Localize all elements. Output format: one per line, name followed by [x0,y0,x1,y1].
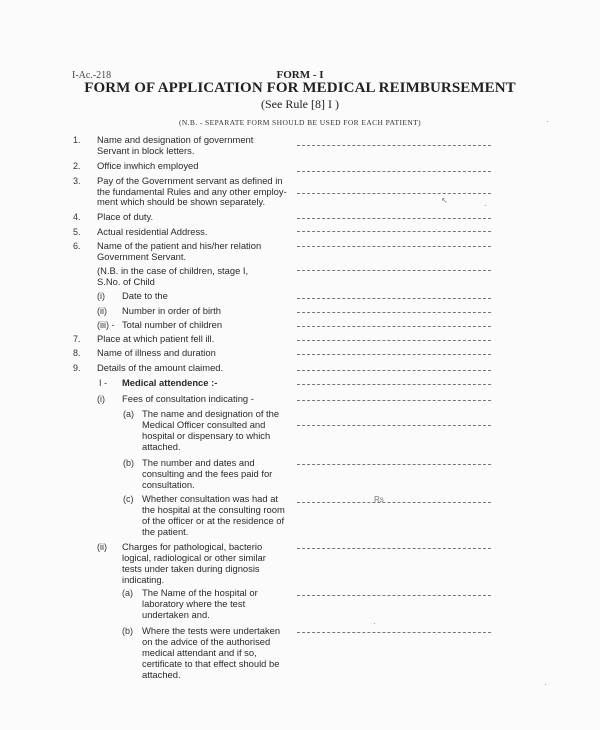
item-label: the fundamental Rules and any other employ- [97,186,287,197]
item-label: The name and designation of the [142,408,280,419]
answer-line[interactable] [297,326,491,327]
section-number: I - [99,378,107,388]
sub-item-number: (ii) [97,542,107,552]
answer-line[interactable] [297,171,491,172]
item-number: 1. [73,135,81,145]
sub-item-letter: (a) [123,409,134,419]
form-number: FORM - I [276,69,324,81]
item-label: indicating. [122,574,165,585]
answer-line[interactable] [297,270,491,271]
item-label: Total number of children [122,319,223,330]
item-label: Date to the [122,290,168,301]
answer-line[interactable] [297,464,491,465]
item-label: undertaken and. [142,609,210,620]
item-number: 2. [73,161,81,171]
item-label: Name of illness and duration [97,347,216,358]
form-reference: I-Ac.-218 [72,70,112,81]
answer-line[interactable] [297,425,491,426]
item-label: Details of the amount claimed. [97,362,224,373]
item-note: S.No. of Child [97,276,155,287]
item-label: hospital or dispensary to which [142,430,271,441]
item-label: tests under taken during dignosis [122,563,260,574]
item-label: logical, radiological or other similar [122,552,266,563]
answer-line[interactable] [297,595,491,596]
item-label: The number and dates and [142,457,255,468]
item-label: laboratory where the test [142,598,246,609]
item-label: The Name of the hospital or [142,587,258,598]
form-title: FORM OF APPLICATION FOR MEDICAL REIMBURSEMENT [84,80,516,96]
answer-line[interactable] [297,632,491,633]
stray-mark: · [484,201,487,210]
item-label: the patient. [142,526,189,537]
answer-line[interactable] [297,548,491,549]
answer-line[interactable] [297,354,491,355]
currency-mark: Rs [374,495,384,504]
item-label: consulting and the fees paid for [142,468,273,479]
item-number: 7. [73,334,81,344]
item-number: 6. [73,241,81,251]
sub-item-letter: (c) [123,494,134,504]
item-label: Place at which patient fell ill. [97,333,215,344]
item-label: certificate to that effect should be [142,658,280,669]
item-number: 5. [73,227,81,237]
item-label: Name of the patient and his/her relation [97,240,262,251]
item-label: Pay of the Government servant as defined in [97,175,283,186]
sub-item-letter: (a) [122,588,133,598]
item-label: Where the tests were undertaken [142,625,281,636]
item-note: (N.B. in the case of children, stage I, [97,265,249,276]
answer-line[interactable] [297,231,491,232]
answer-line[interactable] [297,502,491,503]
item-label: attached. [142,669,181,680]
item-label: the hospital at the consulting room [142,504,285,515]
stray-mark: ↖ [441,196,448,205]
item-label: on the advice of the authorised [142,636,271,647]
sub-item-letter: (b) [123,458,134,468]
section-heading: Medical attendence :- [122,377,218,388]
item-label: Name and designation of government [97,134,254,145]
answer-line[interactable] [297,298,491,299]
item-number: 4. [73,212,81,222]
item-label: Medical Officer consulted and [142,419,266,430]
answer-line[interactable] [297,193,491,194]
item-number: 3. [73,176,81,186]
sub-item-letter: (b) [122,626,133,636]
answer-line[interactable] [297,340,491,341]
answer-line[interactable] [297,384,491,385]
item-label: of the officer or at the residence of [142,515,285,526]
sub-item-number: (i) [97,291,105,301]
item-label: Place of duty. [97,211,154,222]
sub-item-number: (i) [97,394,105,404]
item-label: ment which should be shown separately. [97,196,266,207]
item-label: Fees of consultation indicating - [122,393,254,404]
item-label: consultation. [142,479,195,490]
item-number: 8. [73,348,81,358]
stray-mark: · [373,619,376,628]
item-label: Charges for pathological, bacterio [122,541,263,552]
item-number: 9. [73,363,81,373]
item-label: Number in order of birth [122,305,222,316]
sub-item-number: (iii) - [97,320,115,330]
stray-mark: · [546,117,549,126]
answer-line[interactable] [297,145,491,146]
item-label: Actual residential Address. [97,226,208,237]
item-label: Office inwhich employed [97,160,199,171]
stray-mark: · [544,680,547,689]
answer-line[interactable] [297,370,491,371]
sub-item-number: (ii) [97,306,107,316]
form-subtitle: (See Rule [8] I ) [261,97,339,111]
answer-line[interactable] [297,312,491,313]
answer-line[interactable] [297,400,491,401]
item-label: Government Servant. [97,251,187,262]
item-label: medical attendant and if so, [142,647,257,658]
answer-line[interactable] [297,246,491,247]
item-label: Whether consultation was had at [142,493,279,504]
answer-line[interactable] [297,218,491,219]
form-note: (N.B. - SEPARATE FORM SHOULD BE USED FOR EACH PATIENT) [178,118,422,127]
item-label: Servant in block letters. [97,145,195,156]
item-label: attached. [142,441,181,452]
